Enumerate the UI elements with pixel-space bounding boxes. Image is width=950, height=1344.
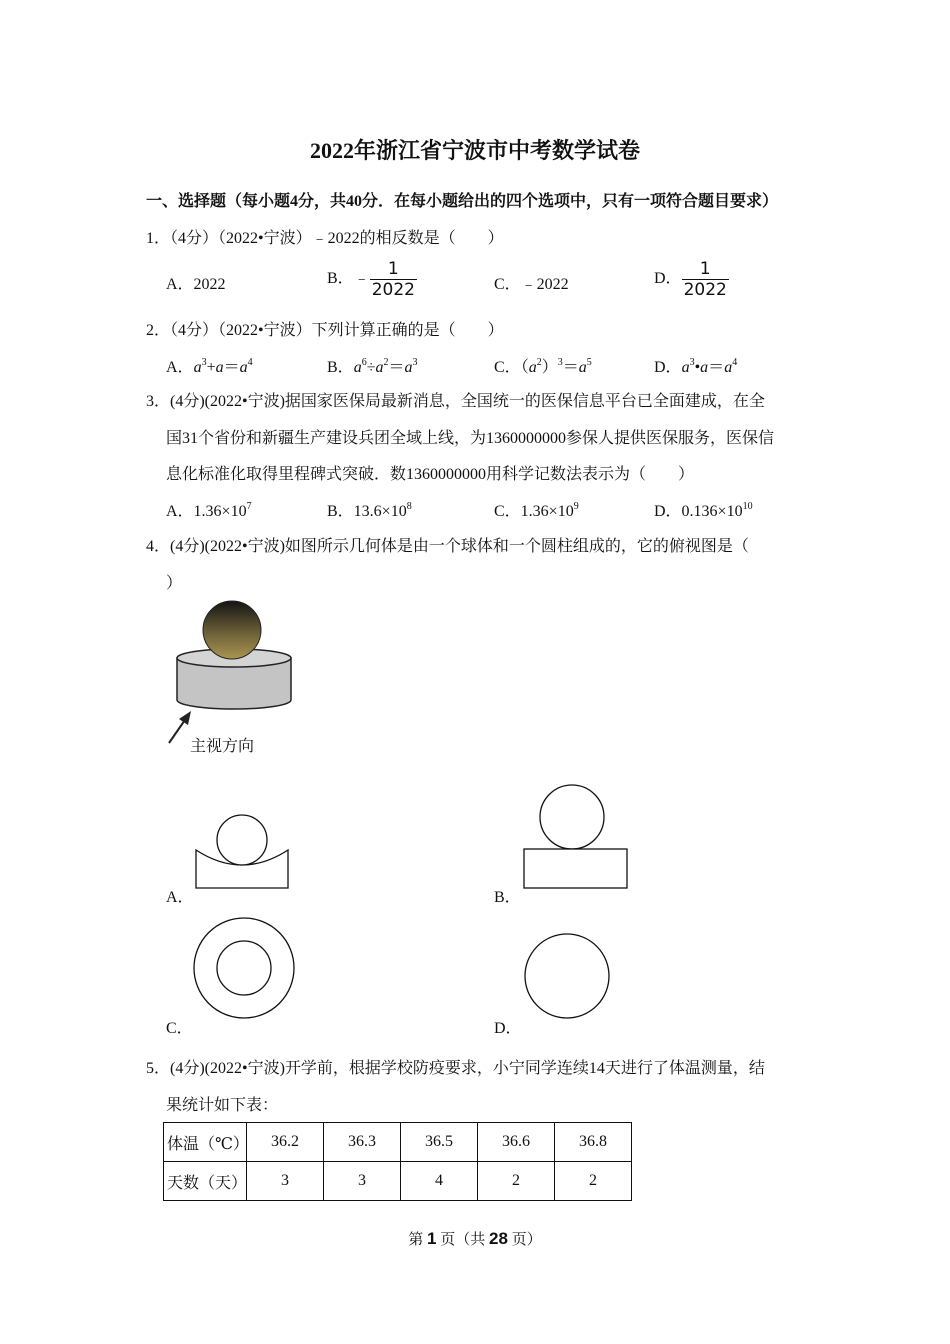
q4-option-a-figure bbox=[190, 810, 295, 892]
q5-line-2: 果统计如下表： bbox=[166, 1097, 279, 1114]
q4-option-c-figure bbox=[190, 916, 300, 1026]
table-cell: 36.3 bbox=[324, 1123, 401, 1162]
table-cell: 3 bbox=[324, 1162, 401, 1201]
q5-line-1: 5．(4分)(2022•宁波)开学前，根据学校防疫要求，小宁同学连续14天进行了体温测量，结 bbox=[146, 1060, 765, 1077]
table-row bbox=[164, 1123, 632, 1162]
table-cell: 36.6 bbox=[478, 1123, 555, 1162]
table-cell: 3 bbox=[247, 1162, 324, 1201]
q1-option-d bbox=[654, 259, 729, 300]
q1-stem: 1．（4分）（2022•宁波）﹣2022的相反数是（ ） bbox=[146, 230, 504, 247]
q4-line-2: ） bbox=[166, 575, 183, 592]
q1-option-c: C．﹣2022 bbox=[494, 276, 569, 293]
q3-option-b bbox=[327, 498, 412, 521]
q4-option-d-label: D． bbox=[494, 1020, 522, 1037]
option-d-circle bbox=[525, 934, 609, 1018]
q2-option-c: C．$(a^2)^3=a^5$ bbox=[494, 357, 592, 376]
q3-option-a bbox=[166, 498, 252, 521]
temperature-table bbox=[163, 1122, 632, 1201]
table-row-header: 天数（天） bbox=[164, 1162, 247, 1201]
q4-line-1: 4．(4分)(2022•宁波)如图所示几何体是由一个球体和一个圆柱组成的，它的俯视图是（ bbox=[146, 538, 749, 555]
q4-option-d-figure bbox=[518, 928, 618, 1028]
q1-option-d-numerator: 1 bbox=[682, 259, 729, 280]
footer-suffix: 页） bbox=[507, 1232, 542, 1248]
option-c-inner-circle bbox=[217, 941, 271, 995]
q3-option-a-exponent: 7 bbox=[246, 501, 252, 512]
q2-option-b-label: B． bbox=[327, 359, 354, 376]
section-header: 一、选择题（每小题4分，共40分．在每小题给出的四个选项中，只有一项符合题目要求） bbox=[146, 193, 779, 210]
q3-option-c bbox=[494, 498, 579, 521]
q1-option-b-sign: ﹣ bbox=[353, 270, 370, 288]
q3-option-d bbox=[654, 498, 753, 521]
table-row bbox=[164, 1162, 632, 1201]
q4-option-a-label: A． bbox=[166, 889, 194, 906]
table-cell: 36.2 bbox=[247, 1123, 324, 1162]
q3-option-c-text: C．1.36×10 bbox=[494, 503, 574, 520]
table-cell: 2 bbox=[478, 1162, 555, 1201]
footer-prefix: 第 bbox=[408, 1232, 428, 1248]
q1-option-d-label: D． bbox=[654, 270, 682, 288]
q4-option-b-label: B． bbox=[494, 889, 521, 906]
footer-middle: 页（共 bbox=[436, 1232, 490, 1248]
q3-line-1: 3．(4分)(2022•宁波)据国家医保局最新消息，全国统一的医保信息平台已全面建成，在全 bbox=[146, 393, 765, 410]
q3-option-a-text: A．1.36×10 bbox=[166, 503, 247, 520]
table-cell: 36.8 bbox=[555, 1123, 632, 1162]
option-b-ball bbox=[540, 785, 604, 849]
q1-option-b-denominator: 2022 bbox=[371, 280, 415, 300]
q3-line-3: 息化标准化取得里程碑式突破．数1360000000用科学记数法表示为（ ） bbox=[166, 466, 695, 483]
q2-option-d: D．$a^3•a=a^4$ bbox=[654, 357, 738, 376]
q1-option-d-fraction bbox=[682, 259, 729, 300]
page-title: 2022年浙江省宁波市中考数学试卷 bbox=[309, 138, 640, 163]
table-cell: 4 bbox=[401, 1162, 478, 1201]
q3-line-2: 国31个省份和新疆生产建设兵团全域上线，为1360000000参保人提供医保服务，医保信 bbox=[166, 430, 775, 447]
q2-option-d-label: D． bbox=[654, 359, 682, 376]
q3-option-b-exponent: 8 bbox=[406, 501, 412, 512]
q4-figure-caption: 主视方向 bbox=[190, 736, 255, 755]
footer-page-number: 1 bbox=[427, 1229, 437, 1248]
table-cell: 2 bbox=[555, 1162, 632, 1201]
q1-option-b-fraction bbox=[370, 259, 417, 300]
footer-total-pages: 28 bbox=[489, 1229, 508, 1248]
q1-option-d-denominator: 2022 bbox=[683, 280, 727, 300]
q2-option-b: B．$a^6\div a^2=a^3$ bbox=[327, 357, 418, 376]
q4-option-c-label: C． bbox=[166, 1020, 193, 1037]
view-direction-arrow-icon bbox=[169, 711, 191, 743]
q2-option-a: A．$a^3+a=a^4$ bbox=[166, 357, 253, 376]
q1-option-b-label: B． bbox=[327, 270, 354, 288]
q1-option-b-numerator: 1 bbox=[370, 259, 417, 280]
q1-option-b bbox=[327, 259, 417, 300]
q3-option-b-text: B．13.6×10 bbox=[327, 503, 407, 520]
sphere bbox=[203, 601, 261, 659]
q3-option-d-text: D．0.136×10 bbox=[654, 503, 743, 520]
q4-option-b-figure bbox=[518, 780, 633, 892]
table-row-header: 体温（℃） bbox=[164, 1123, 247, 1162]
q3-option-c-exponent: 9 bbox=[573, 501, 579, 512]
q3-option-d-exponent: 10 bbox=[742, 501, 753, 512]
q2-option-c-label: C． bbox=[494, 359, 521, 376]
table-cell: 36.5 bbox=[401, 1123, 478, 1162]
option-b-base bbox=[524, 849, 627, 888]
q2-stem: 2．（4分）（2022•宁波）下列计算正确的是（ ） bbox=[146, 322, 504, 339]
q1-option-a: A．2022 bbox=[166, 276, 226, 293]
page-footer bbox=[0, 1228, 950, 1249]
q2-option-a-label: A． bbox=[166, 359, 194, 376]
option-a-ball bbox=[217, 815, 267, 865]
